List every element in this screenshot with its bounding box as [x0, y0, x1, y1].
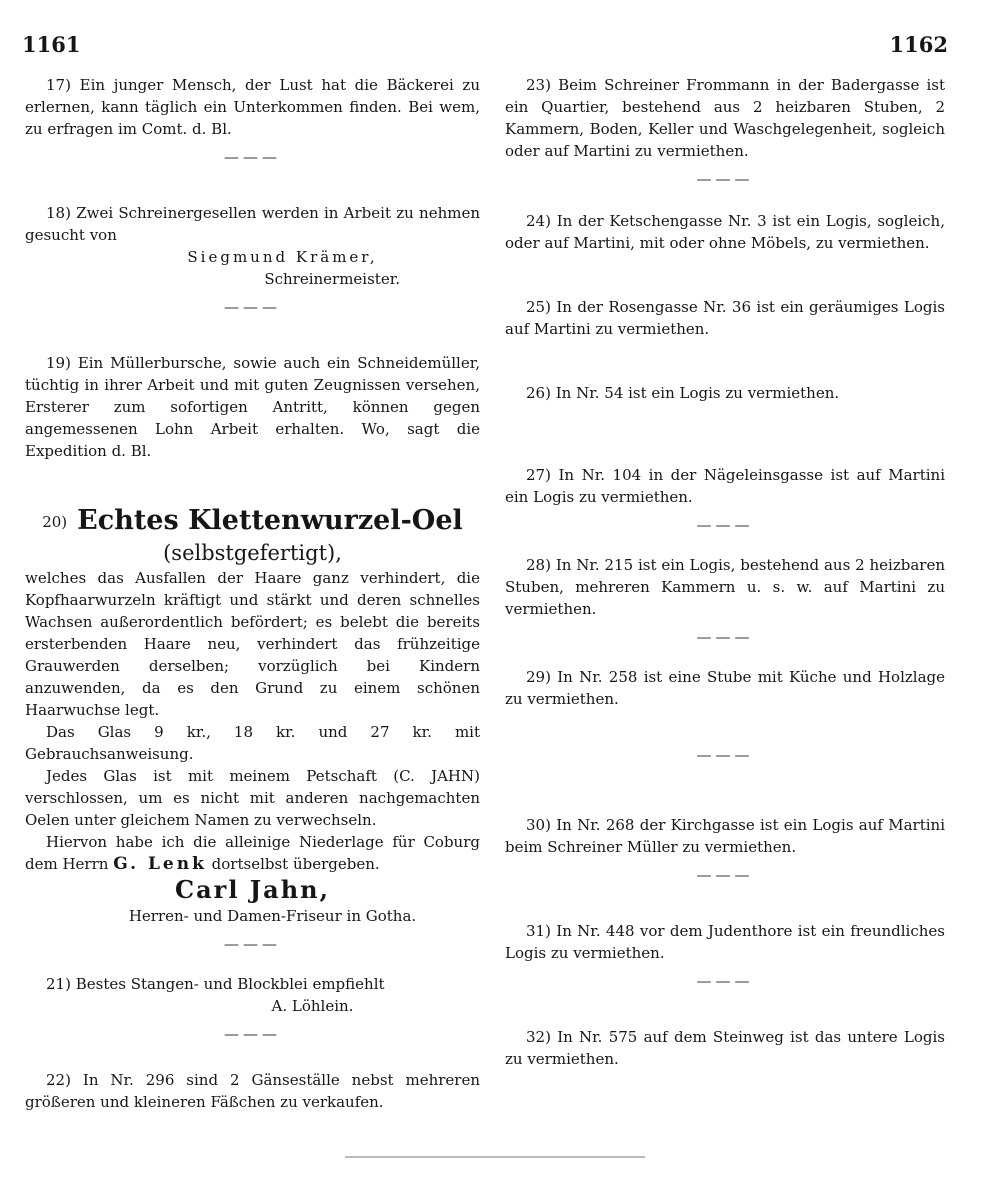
ad-text: In Nr. 268 der Kirchgasse ist ein Logis auf Martini beim Schreiner Müller zu vermiethen.	[505, 816, 945, 856]
advertiser-name: Siegmund Krämer,	[187, 248, 378, 266]
ad-number: 25)	[526, 298, 551, 316]
advertiser-name: A. Löhlein.	[271, 996, 354, 1015]
ad-22	[25, 1069, 480, 1113]
depot-text-pre: Hiervon habe ich die alleinige Niederlage für Coburg dem Herrn	[25, 832, 480, 873]
separator: ———	[224, 1024, 281, 1043]
ad-number: 31)	[526, 922, 551, 940]
ad-28	[505, 554, 945, 620]
product-headline	[25, 504, 480, 539]
ad-number: 26)	[526, 384, 551, 402]
separator: ———	[696, 170, 754, 188]
right-column	[505, 74, 945, 1070]
ad-text: In Nr. 448 vor dem Judenthore ist ein freundliches Logis zu vermiethen.	[505, 922, 945, 962]
product-seal-note: Jedes Glas ist mit meinem Petschaft (C. JAHN) verschlossen, um es nicht mit anderen nachgemachten Oelen unter gleichem Namen zu verwechseln.	[25, 766, 480, 829]
product-description: welches das Ausfallen der Haare ganz verhindert, die Kopfhaarwurzeln kräftigt und stärkt und deren schnelles Wachsen außerordentlich befördert; es belebt die bereits ersterbenden Haare neu, verhindert das frühzeitige Grauwerden derselben; vorzüglich bei Kindern anzuwenden, da es den Grund zu einem schönen Haarwuchse legt.	[25, 568, 480, 719]
ad-20	[25, 504, 480, 927]
product-depot	[25, 831, 480, 875]
ad-number: 30)	[526, 816, 551, 834]
ad-number: 22)	[46, 1070, 71, 1089]
separator: ———	[696, 628, 754, 646]
ad-number: 23)	[526, 76, 551, 94]
ad-29	[505, 666, 945, 710]
separator: ———	[224, 298, 281, 316]
ad-18	[25, 202, 480, 246]
bottom-rule	[345, 1156, 645, 1158]
ad-24	[505, 210, 945, 254]
ad-number: 28)	[526, 556, 551, 574]
separator: ———	[696, 866, 754, 884]
ad-text: In Nr. 258 ist eine Stube mit Küche und Holzlage zu vermiethen.	[505, 668, 945, 708]
ad-number: 27)	[526, 466, 551, 484]
advertiser-signature: Carl Jahn,	[175, 874, 330, 904]
ad-30	[505, 814, 945, 858]
page-number-right: 1162	[889, 32, 948, 57]
ad-number: 32)	[526, 1028, 551, 1046]
ad-17	[25, 74, 480, 140]
ad-number: 21)	[46, 974, 71, 993]
ad-text: In Nr. 215 ist ein Logis, bestehend aus 2 heizbaren Stuben, mehreren Kammern u. s. w. auf Martini zu vermiethen.	[505, 556, 945, 618]
depot-text-post: dortselbst übergeben.	[211, 854, 380, 873]
ad-text: Ein Müllerbursche, sowie auch ein Schneidemüller, tüchtig in ihrer Arbeit und mit guten Zeugnissen versehen, Ersterer zum sofortigen Antritt, können gegen angemessenen Lohn Arbeit erhalten. Wo, sagt die Expedition d. Bl.	[25, 354, 480, 460]
separator: ———	[696, 516, 754, 534]
product-price: Das Glas 9 kr., 18 kr. und 27 kr. mit Gebrauchsanweisung.	[25, 722, 480, 763]
depot-name: G. Lenk	[113, 853, 207, 874]
ad-number: 17)	[46, 76, 71, 94]
ad-21	[25, 973, 480, 995]
ad-text: Bestes Stangen- und Blockblei empfiehlt	[75, 974, 385, 993]
ad-text: Beim Schreiner Frommann in der Badergasse ist ein Quartier, bestehend aus 2 heizbaren Stuben, 2 Kammern, Boden, Keller und Waschgelegenheit, sogleich oder auf Martini zu vermiethen.	[505, 76, 945, 160]
separator: ———	[696, 746, 754, 764]
ad-number: 29)	[526, 668, 551, 686]
ad-25	[505, 296, 945, 340]
separator: ———	[224, 934, 281, 953]
ad-26	[505, 382, 945, 404]
ad-number: 18)	[46, 204, 71, 222]
ad-number: 19)	[46, 354, 71, 372]
advertiser-title: Herren- und Damen-Friseur in Gotha.	[128, 906, 417, 925]
ad-text: Zwei Schreinergesellen werden in Arbeit zu nehmen gesucht von	[25, 204, 480, 244]
ad-text: In Nr. 575 auf dem Steinweg ist das untere Logis zu vermiethen.	[505, 1028, 945, 1068]
product-subline: (selbstgefertigt),	[163, 540, 342, 565]
advertiser-title: Schreinermeister.	[264, 270, 400, 288]
ad-text: In Nr. 54 ist ein Logis zu vermiethen.	[555, 384, 840, 402]
ad-text: In Nr. 104 in der Nägeleinsgasse ist auf Martini ein Logis zu vermiethen.	[505, 466, 945, 506]
ad-text: In Nr. 296 sind 2 Gänseställe nebst mehreren größeren und kleineren Fäßchen zu verkaufen.	[25, 1070, 480, 1111]
ad-19	[25, 352, 480, 462]
separator: ———	[224, 148, 281, 166]
ad-32	[505, 1026, 945, 1070]
product-name: Echtes Klettenwurzel-Oel	[77, 505, 463, 536]
ad-23	[505, 74, 945, 162]
ad-number: 24)	[526, 212, 551, 230]
ad-text: Ein junger Mensch, der Lust hat die Bäckerei zu erlernen, kann täglich ein Unterkommen finden. Bei wem, zu erfragen im Comt. d. Bl.	[25, 76, 480, 138]
ad-text: In der Ketschengasse Nr. 3 ist ein Logis, sogleich, oder auf Martini, mit oder ohne Möbels, zu vermiethen.	[505, 212, 945, 252]
ad-31	[505, 920, 945, 964]
left-column	[25, 74, 480, 1113]
ad-text: In der Rosengasse Nr. 36 ist ein geräumiges Logis auf Martini zu vermiethen.	[505, 298, 945, 338]
separator: ———	[696, 972, 754, 990]
ad-number: 20)	[42, 512, 68, 531]
page-number-left: 1161	[22, 32, 81, 57]
ad-27	[505, 464, 945, 508]
